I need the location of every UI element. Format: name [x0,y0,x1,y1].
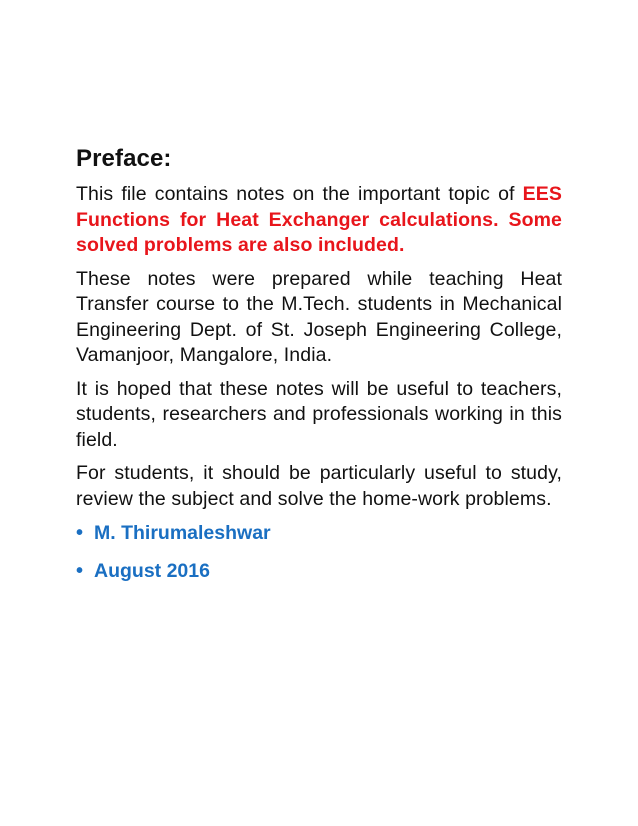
preface-highlight-text: EES Functions for Heat Exchanger calculations. Some solved problems are also included. [76,183,562,256]
preface-paragraph-3: It is hoped that these notes will be useful to teachers, students, researchers and professionals working in this field. [76,377,562,451]
preface-paragraph-4: For students, it should be particularly useful to study, review the subject and solve the home-work problems. [76,462,562,510]
signature-date: August 2016 [94,560,210,582]
signature-date-item [76,558,562,584]
bullet-icon: • [76,522,84,544]
preface-section [76,142,562,596]
preface-paragraph-1-intro: This file contains notes on the important topic of [76,183,523,205]
signature-author: M. Thirumaleshwar [94,522,271,544]
preface-title: Preface: [76,145,172,172]
preface-paragraph-1 [76,182,562,259]
signature-list [76,520,562,584]
preface-paragraph-2: These notes were prepared while teaching Heat Transfer course to the M.Tech. students in Mechanical Engineering Dept. of St. Joseph Engineering College, Vamanjoor, Mangalore, India. [76,267,562,366]
bullet-icon: • [76,560,84,582]
signature-author-item [76,520,562,546]
